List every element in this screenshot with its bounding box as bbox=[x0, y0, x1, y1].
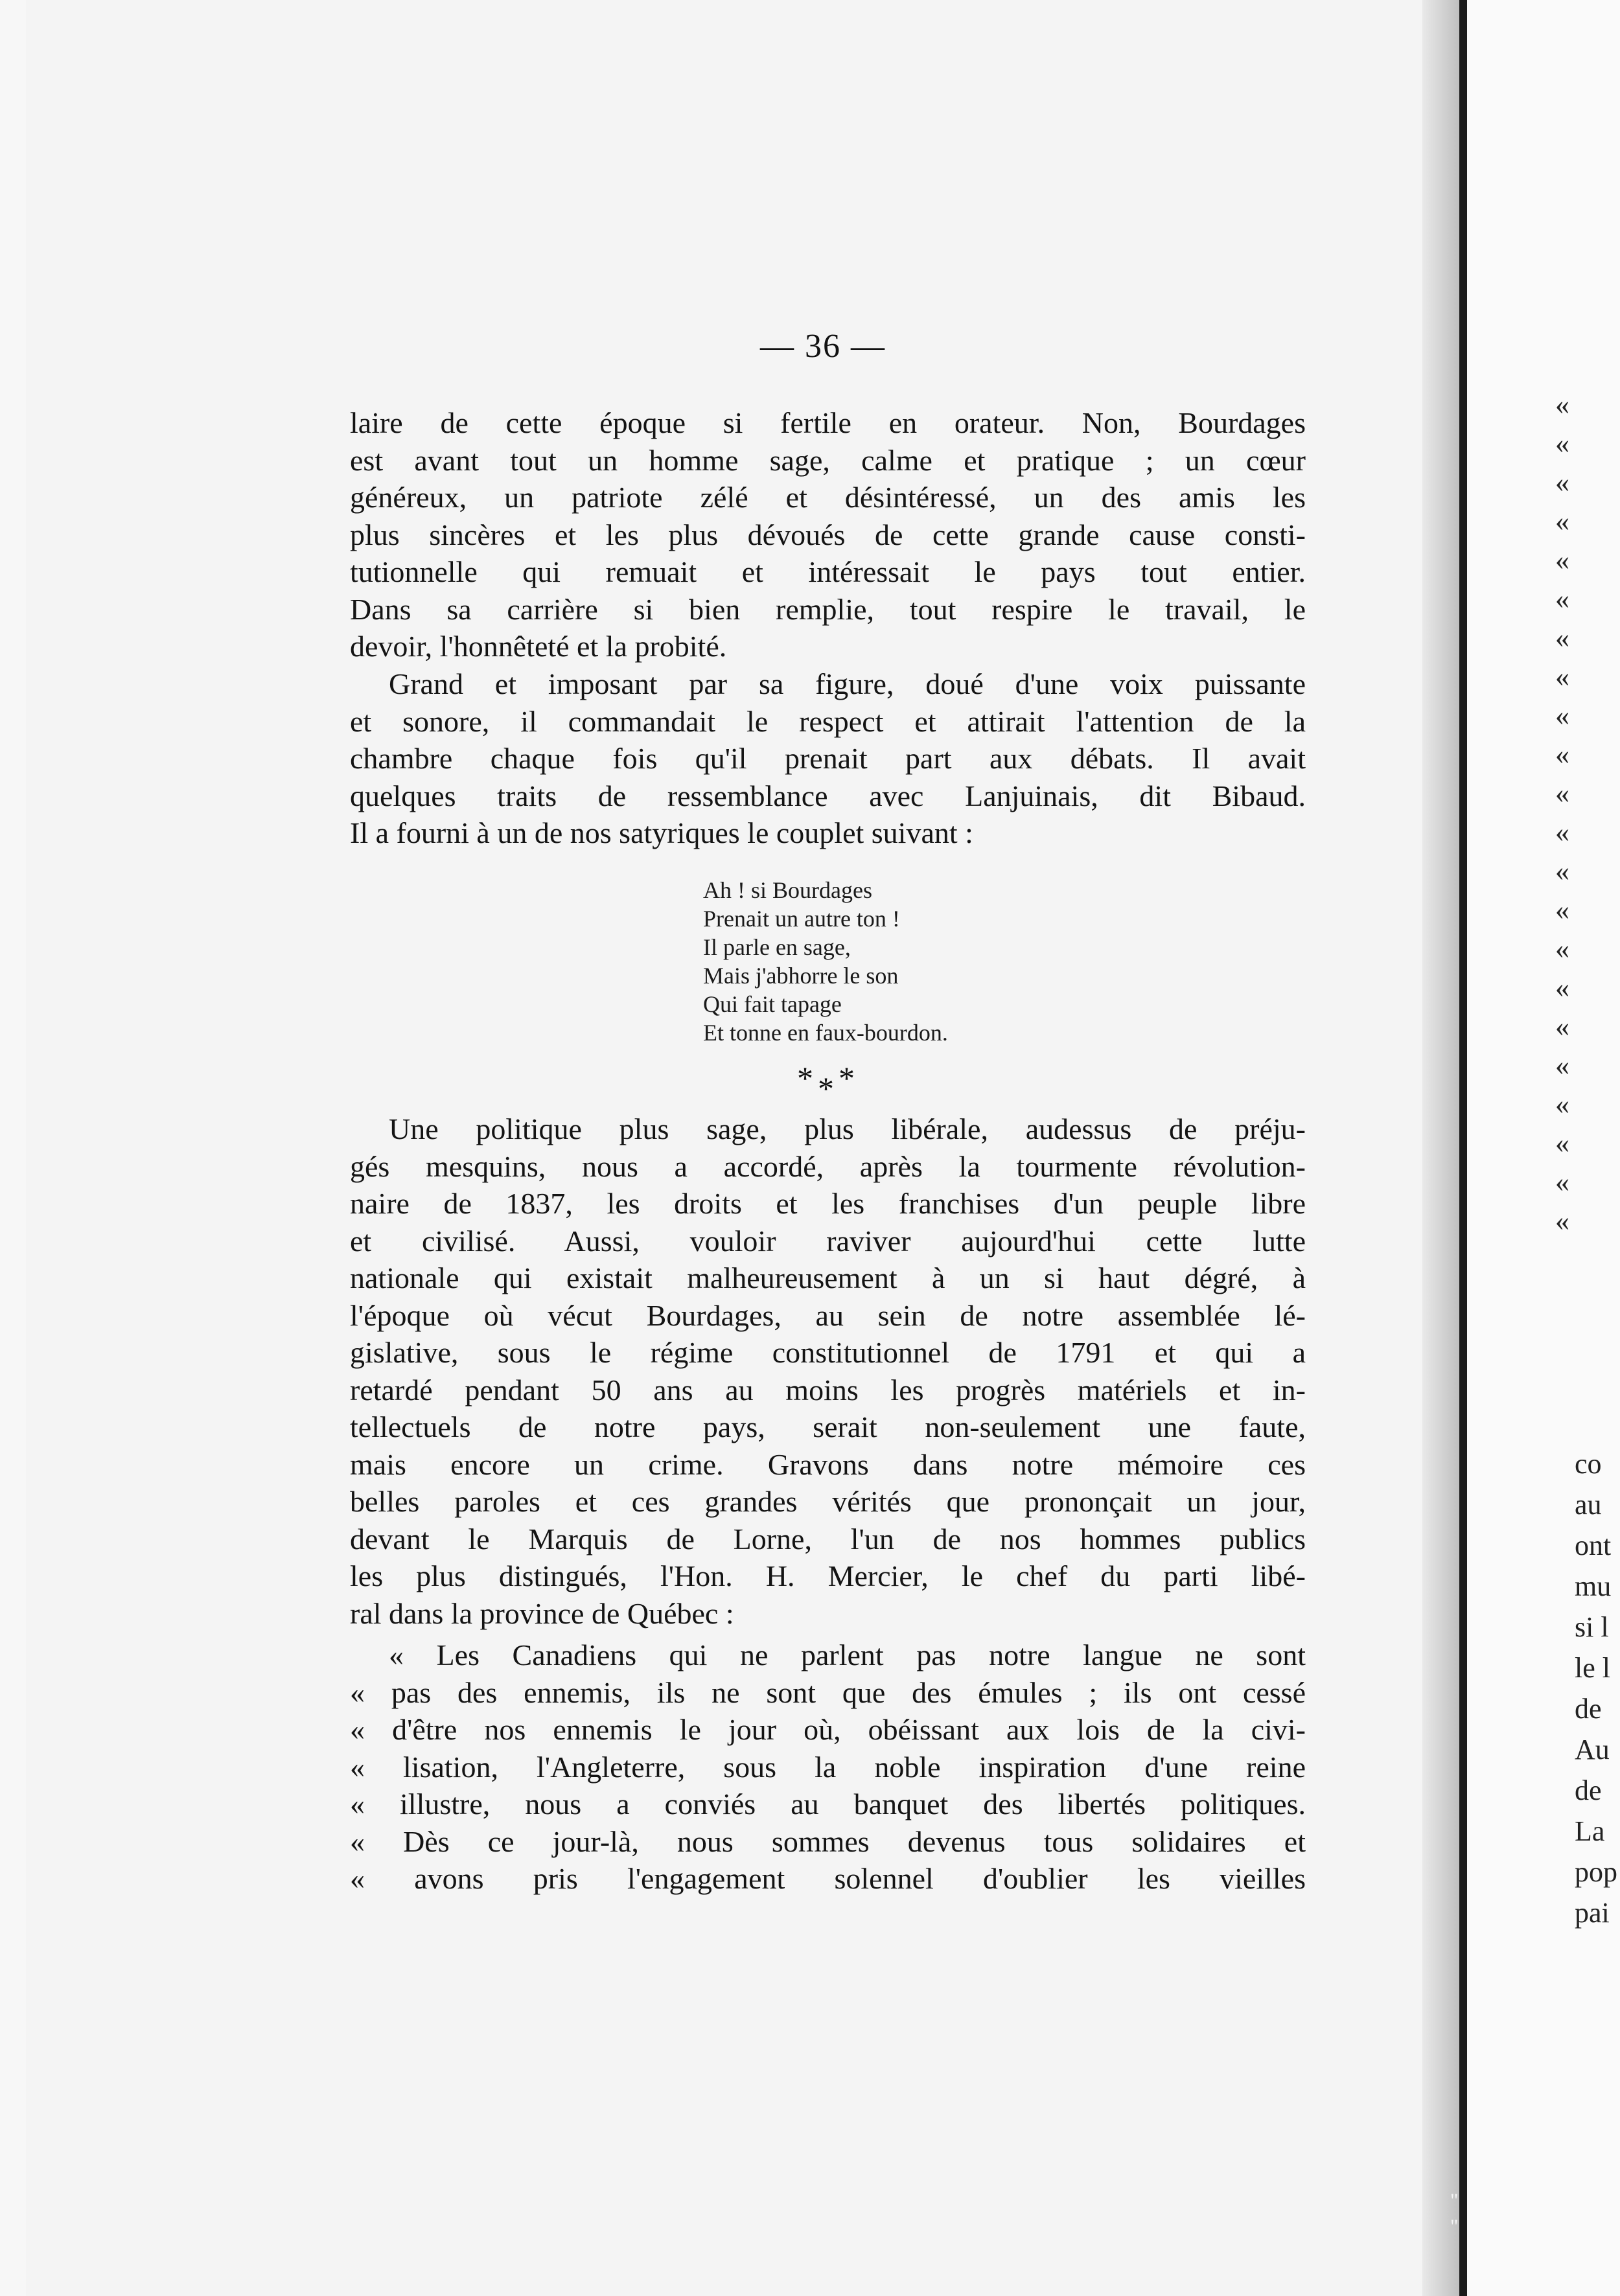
text-line: Dans sa carrière si bien remplie, tout respire le travail, le bbox=[350, 592, 1306, 626]
word-fragment: pai bbox=[1575, 1897, 1610, 1929]
poem-line: Mais j'abhorre le son bbox=[703, 963, 899, 989]
quote-mark: « bbox=[1555, 816, 1569, 848]
poem-line: Prenait un autre ton ! bbox=[703, 906, 900, 932]
text-line: « lisation, l'Angleterre, sous la noble inspiration d'une reine bbox=[350, 1750, 1306, 1784]
quote-mark: « bbox=[1555, 739, 1569, 770]
text-line: chambre chaque fois qu'il prenait part aux débats. Il avait bbox=[350, 742, 1306, 775]
quote-mark: « bbox=[1555, 894, 1569, 926]
quote-mark: « bbox=[1555, 389, 1569, 420]
quote-mark: « bbox=[1555, 661, 1569, 693]
text-line: « d'être nos ennemis le jour où, obéissant aux lois de la civi- bbox=[350, 1713, 1306, 1746]
text-line: et civilisé. Aussi, vouloir raviver aujourd'hui cette lutte bbox=[350, 1224, 1306, 1257]
next-page-quote-marks bbox=[1555, 385, 1620, 1241]
quote-mark: « bbox=[1555, 544, 1569, 576]
word-fragment: si l bbox=[1575, 1611, 1609, 1643]
poem-couplet bbox=[703, 876, 1157, 1047]
text-line: et sonore, il commandait le respect et attirait l'attention de la bbox=[350, 704, 1306, 738]
text-line: devoir, l'honnêteté et la probité. bbox=[350, 630, 727, 663]
text-line: Une politique plus sage, plus libérale, audessus de préju- bbox=[389, 1112, 1306, 1145]
word-fragment: pop bbox=[1575, 1856, 1617, 1888]
word-fragment: La bbox=[1575, 1815, 1605, 1847]
quote-mark: « bbox=[1555, 1205, 1569, 1237]
text-line: « Dès ce jour-là, nous sommes devenus tous solidaires et bbox=[350, 1824, 1306, 1858]
quote-mark: « bbox=[1555, 466, 1569, 498]
text-line: « illustre, nous a conviés au banquet des libertés politiques. bbox=[350, 1787, 1306, 1820]
page-edge-shadow bbox=[1422, 0, 1461, 2296]
text-line: tutionnelle qui remuait et intéressait le pays tout entier. bbox=[350, 555, 1306, 588]
poem-line: Et tonne en faux-bourdon. bbox=[703, 1020, 948, 1046]
text-line: devant le Marquis de Lorne, l'un de nos hommes publics bbox=[350, 1522, 1306, 1556]
quote-mark: « bbox=[1555, 855, 1569, 887]
quote-mark: « bbox=[1555, 777, 1569, 809]
word-fragment: mu bbox=[1575, 1570, 1612, 1602]
asterism-separator bbox=[784, 1059, 875, 1111]
word-fragment: co bbox=[1575, 1448, 1602, 1480]
text-line: l'époque où vécut Bourdages, au sein de notre assemblée lé- bbox=[350, 1298, 1306, 1332]
text-line: mais encore un crime. Gravons dans notre mémoire ces bbox=[350, 1447, 1306, 1481]
quote-mark: « bbox=[1555, 1088, 1569, 1120]
text-line: est avant tout un homme sage, calme et pratique ; un cœur bbox=[350, 443, 1306, 477]
quote-mark: « bbox=[1555, 1011, 1569, 1042]
quote-close-mark: " bbox=[1450, 2216, 1459, 2237]
text-line: ral dans la province de Québec : bbox=[350, 1596, 734, 1630]
page-number: — 36 — bbox=[760, 328, 886, 365]
text-line: les plus distingués, l'Hon. H. Mercier, le chef du parti libé- bbox=[350, 1559, 1306, 1592]
quote-mark: « bbox=[1555, 1127, 1569, 1159]
text-line: plus sincères et les plus dévoués de cette grande cause consti- bbox=[350, 518, 1306, 551]
quote-mark: « bbox=[1555, 972, 1569, 1004]
word-fragment: de bbox=[1575, 1693, 1602, 1725]
asterism-star: * bbox=[818, 1070, 834, 1107]
text-line: généreux, un patriote zélé et désintéressé, un des amis les bbox=[350, 481, 1306, 514]
text-line: nationale qui existait malheureusement à un si haut dégré, à bbox=[350, 1261, 1306, 1294]
text-line: laire de cette époque si fertile en orateur. Non, Bourdages bbox=[350, 406, 1306, 439]
text-line: naire de 1837, les droits et les franchises d'un peuple libre bbox=[350, 1187, 1306, 1220]
quote-mark: « bbox=[1555, 933, 1569, 965]
word-fragment: de bbox=[1575, 1774, 1602, 1806]
quote-mark: « bbox=[1555, 505, 1569, 537]
word-fragment: le l bbox=[1575, 1652, 1610, 1684]
poem-line: Qui fait tapage bbox=[703, 991, 842, 1017]
quote-mark: « bbox=[1555, 1050, 1569, 1081]
quote-mark: « bbox=[1555, 583, 1569, 615]
poem-line: Il parle en sage, bbox=[703, 934, 851, 960]
asterism-star: * bbox=[797, 1060, 813, 1096]
poem-line: Ah ! si Bourdages bbox=[703, 877, 872, 903]
text-line: gés mesquins, nous a accordé, après la tourmente révolution- bbox=[350, 1149, 1306, 1183]
quote-open-mark: " bbox=[1450, 2190, 1459, 2211]
next-page-fragments bbox=[1575, 1443, 1620, 1933]
quote-mark: « bbox=[1555, 428, 1569, 459]
binding-edge bbox=[1459, 0, 1467, 2296]
text-line: Grand et imposant par sa figure, doué d'une voix puissante bbox=[389, 667, 1306, 700]
paragraph-3 bbox=[350, 1111, 1306, 1633]
paragraph-2 bbox=[350, 666, 1306, 853]
paragraph-1 bbox=[350, 405, 1306, 666]
text-line: retardé pendant 50 ans au moins les progrès matériels et in- bbox=[350, 1373, 1306, 1406]
asterism-star: * bbox=[839, 1060, 855, 1096]
text-line: belles paroles et ces grandes vérités que prononçait un jour, bbox=[350, 1485, 1306, 1518]
mercier-quote bbox=[350, 1637, 1306, 1898]
word-fragment: au bbox=[1575, 1489, 1602, 1521]
quote-mark: « bbox=[1555, 622, 1569, 654]
quote-mark: « bbox=[1555, 700, 1569, 731]
quote-mark: « bbox=[1555, 1166, 1569, 1198]
text-line: « avons pris l'engagement solennel d'oublier les vieilles bbox=[350, 1862, 1306, 1895]
text-line: gislative, sous le régime constitutionnel de 1791 et qui a bbox=[350, 1336, 1306, 1369]
text-line: « pas des ennemis, ils ne sont que des émules ; ils ont cessé bbox=[350, 1675, 1306, 1709]
text-line: « Les Canadiens qui ne parlent pas notre langue ne sont bbox=[389, 1638, 1306, 1671]
word-fragment: ont bbox=[1575, 1530, 1612, 1561]
text-line: quelques traits de ressemblance avec Lanjuinais, dit Bibaud. bbox=[350, 779, 1306, 812]
text-line: tellectuels de notre pays, serait non-seulement une faute, bbox=[350, 1410, 1306, 1443]
text-line: Il a fourni à un de nos satyriques le couplet suivant : bbox=[350, 816, 973, 849]
word-fragment: Au bbox=[1575, 1734, 1610, 1765]
